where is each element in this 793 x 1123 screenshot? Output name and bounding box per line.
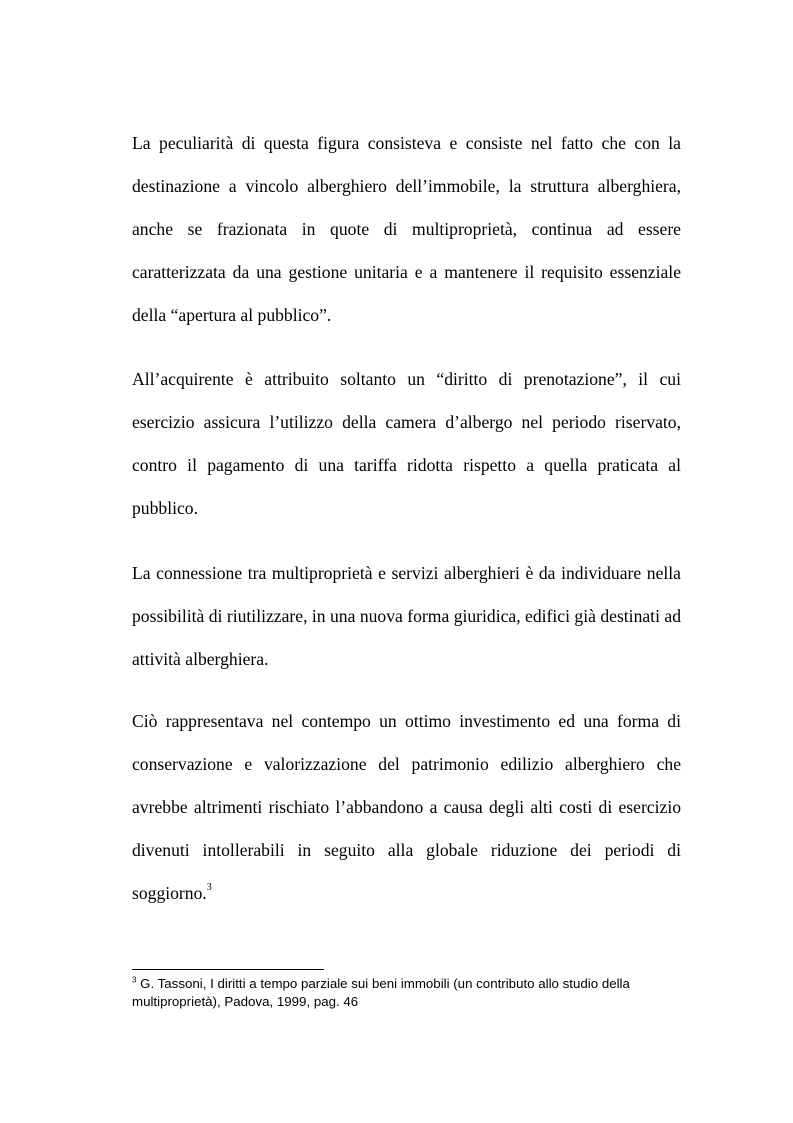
paragraph-2: All’acquirente è attribuito soltanto un “diritto di prenotazione”, il cui esercizio assicura l’utilizzo della camera d’albergo nel periodo riservato, contro il pagamento di una tariffa ridotta rispetto a quella praticata al pubblico. xyxy=(132,369,681,518)
footnote-separator xyxy=(132,969,324,970)
footnote-text: G. Tassoni, I diritti a tempo parziale sui beni immobili (un contributo allo studio della multiproprietà), Padova, 1999, pag. 46 xyxy=(132,976,630,1009)
paragraph-1: La peculiarità di questa figura consisteva e consiste nel fatto che con la destinazione a vincolo alberghiero dell’immobile, la struttura alberghiera, anche se frazionata in quote di multiproprietà, continua ad essere caratterizzata da una gestione unitaria e a mantenere il requisito essenziale della “apertura al pubblico”. xyxy=(132,133,681,325)
footnote-number: 3 xyxy=(132,975,137,985)
footnote-reference: 3 xyxy=(206,882,212,894)
paragraph-4-text: Ciò rappresentava nel contempo un ottimo investimento ed una forma di conservazione e valorizzazione del patrimonio edilizio alberghiero che avrebbe altrimenti rischiato l’abbandono a causa degli alti costi di esercizio divenuti intollerabili in seguito alla globale riduzione dei periodi di soggiorno. xyxy=(132,711,681,903)
paragraph-3: La connessione tra multiproprietà e servizi alberghieri è da individuare nella possibilità di riutilizzare, in una nuova forma giuridica, edifici già destinati ad attività alberghiera. xyxy=(132,563,681,669)
footnote xyxy=(132,975,692,1011)
paragraph-4 xyxy=(132,700,681,915)
